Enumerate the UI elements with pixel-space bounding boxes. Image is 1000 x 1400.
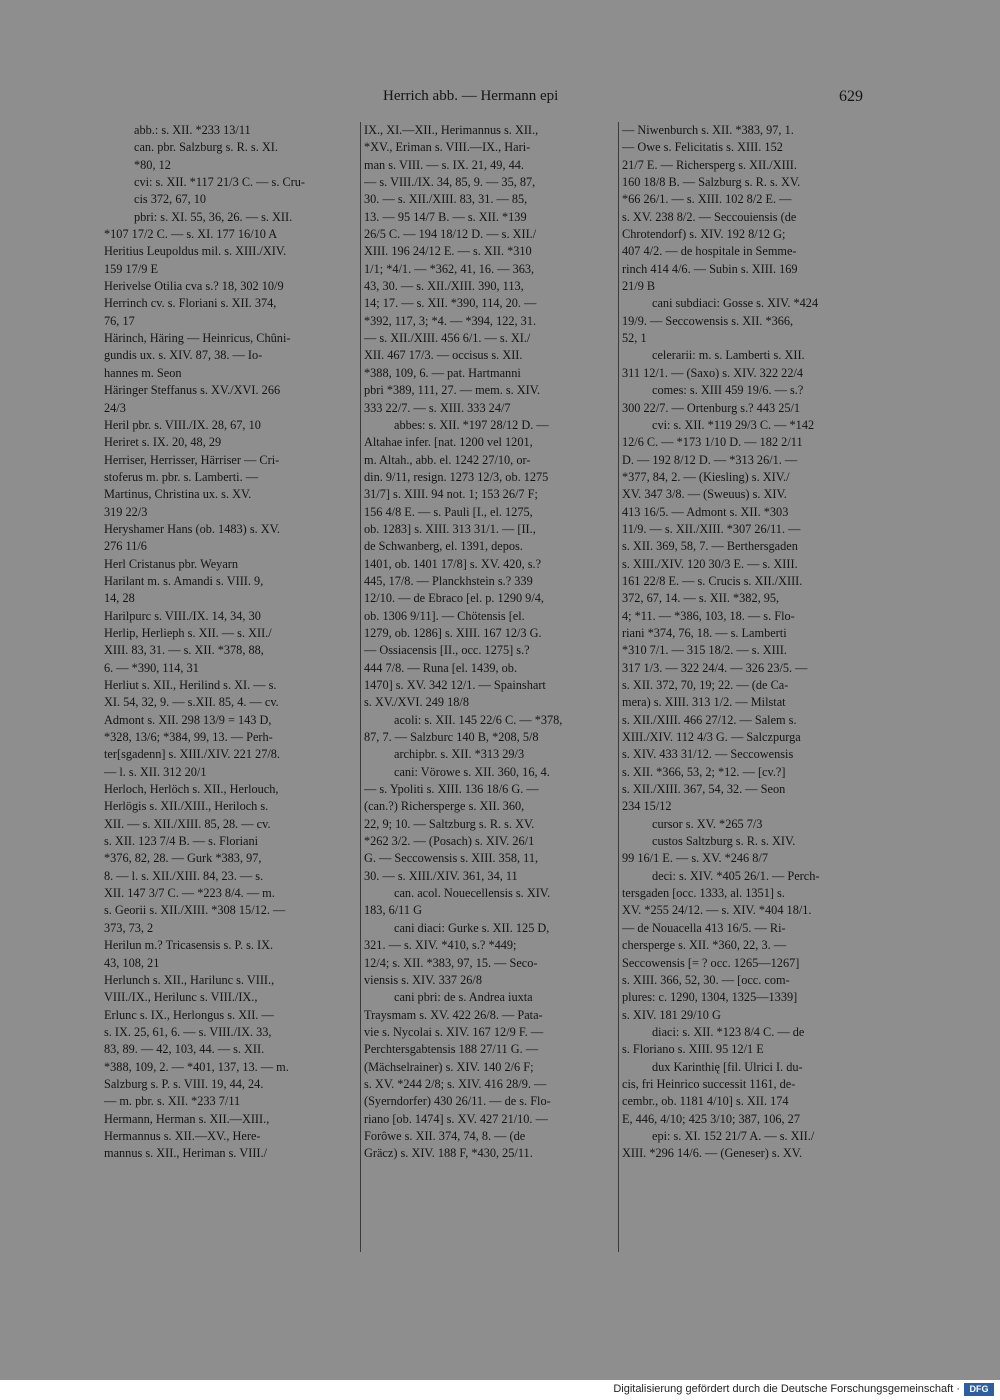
index-line: 14, 28 [104, 591, 135, 606]
index-line: XIII./XIV. 112 4/3 G. — Salczpurga [622, 730, 801, 745]
index-line: Herlunch s. XII., Harilunc s. VIII., [104, 972, 275, 987]
page-number: 629 [839, 88, 863, 105]
index-line: cani pbri: de s. Andrea iuxta [394, 990, 533, 1005]
index-line: man s. VIII. — s. IX. 21, 49, 44. [364, 157, 524, 172]
index-line: stoferus m. pbr. s. Lamberti. — [104, 469, 259, 484]
index-line: 13. — 95 14/7 B. — s. XII. *139 [364, 209, 527, 224]
index-line: 1401, ob. 1401 17/8] s. XV. 420, s.? [364, 556, 542, 571]
index-line: s. XII. *366, 53, 2; *12. — [cv.?] [622, 764, 786, 779]
index-line: 156 4/8 E. — s. Pauli [I., el. 1275, [364, 504, 533, 519]
index-line: XII. 147 3/7 C. — *223 8/4. — m. [104, 886, 275, 901]
index-line: 160 18/8 B. — Salzburg s. R. s. XV. [622, 175, 801, 190]
index-line: 83, 89. — 42, 103, 44. — s. XII. [104, 1042, 265, 1057]
index-line: s. XIII./XIV. 120 30/3 E. — s. XIII. [622, 556, 798, 571]
index-line: deci: s. XIV. *405 26/1. — Perch- [652, 868, 820, 883]
index-line: viensis s. XIV. 337 26/8 [364, 972, 482, 987]
index-line: 12/4; s. XII. *383, 97, 15. — Seco- [364, 955, 538, 970]
index-line: XII. — s. XII./XIII. 85, 28. — cv. [104, 816, 271, 831]
index-line: 321. — s. XIV. *410, s.? *449; [364, 938, 517, 953]
index-line: *328, 13/6; *384, 99, 13. — Perh- [104, 730, 273, 745]
index-line: *388, 109, 2. — *401, 137, 13. — m. [104, 1059, 289, 1074]
dfg-logo: DFG [964, 1383, 994, 1396]
index-line: comes: s. XIII 459 19/6. — s.? [652, 383, 804, 398]
index-line: s. XV. 238 8/2. — Seccouiensis (de [622, 209, 797, 224]
index-line: Traysmam s. XV. 422 26/8. — Pata- [364, 1007, 543, 1022]
index-line: Hermannus s. XII.—XV., Here- [104, 1128, 261, 1143]
index-line: Herl Cristanus pbr. Weyarn [104, 556, 239, 571]
index-line: Harilpurc s. VIII./IX. 14, 34, 30 [104, 608, 261, 623]
index-line: *XV., Eriman s. VIII.—IX., Hari- [364, 140, 531, 155]
index-line: 76, 17 [104, 313, 135, 328]
index-line: Herloch, Herlöch s. XII., Herlouch, [104, 782, 279, 797]
index-line: (Syerndorfer) 430 26/11. — de s. Flo- [364, 1094, 551, 1109]
index-line: — s. Ypoliti s. XIII. 136 18/6 G. — [364, 782, 539, 797]
index-line: XV. 347 3/8. — (Sweuus) s. XIV. [622, 487, 787, 502]
index-line: s. XIII. 366, 52, 30. — [occ. com- [622, 972, 790, 987]
index-line: s. XII./XIII. 466 27/12. — Salem s. [622, 712, 797, 727]
index-line: (can.?) Richersperge s. XII. 360, [364, 799, 525, 814]
index-line: cvi: s. XII. *117 21/3 C. — s. Cru- [134, 175, 306, 190]
index-line: s. XIV. 181 29/10 G [622, 1007, 721, 1022]
index-line: cani diaci: Gurke s. XII. 125 D, [394, 920, 550, 935]
index-line: mannus s. XII., Heriman s. VIII./ [104, 1146, 268, 1161]
index-line: Forôwe s. XII. 374, 74, 8. — (de [364, 1128, 526, 1143]
index-line: *310 7/1. — 315 18/2. — s. XIII. [622, 643, 787, 658]
index-line: 31/7] s. XIII. 94 not. 1; 153 26/7 F; [364, 487, 538, 502]
index-line: 30. — s. XIII./XIV. 361, 34, 11 [364, 868, 518, 883]
index-line: Salzburg s. P. s. VIII. 19, 44, 24. [104, 1076, 264, 1091]
index-line: Admont s. XII. 298 13/9 = 143 D, [104, 712, 272, 727]
index-line: *388, 109, 6. — pat. Hartmanni [364, 365, 521, 380]
index-line: chersperge s. XII. *360, 22, 3. — [622, 938, 787, 953]
index-line: Herlip, Herlieph s. XII. — s. XII./ [104, 625, 272, 640]
index-line: XIII. *296 14/6. — (Geneser) s. XV. [622, 1146, 803, 1161]
index-line: diaci: s. XII. *123 8/4 C. — de [652, 1024, 805, 1039]
index-line: s. Georii s. XII./XIII. *308 15/12. — [104, 903, 286, 918]
index-line: Herilun m.? Tricasensis s. P. s. IX. [104, 938, 274, 953]
index-line: *377, 84, 2. — (Kiesling) s. XIV./ [622, 469, 790, 484]
index-line: dux Karinthię [fil. Ulrici I. du- [652, 1059, 803, 1074]
index-line: Chrotendorf) s. XIV. 192 8/12 G; [622, 227, 786, 242]
index-line: s. XII. 372, 70, 19; 22. — (de Ca- [622, 678, 789, 692]
index-line: cembr., ob. 1181 4/10] s. XII. 174 [622, 1094, 789, 1109]
index-line: — l. s. XII. 312 20/1 [104, 764, 207, 779]
index-line: mera) s. XIII. 313 1/2. — Milstat [622, 695, 786, 710]
index-line: 22, 9; 10. — Saltzburg s. R. s. XV. [364, 816, 535, 831]
index-line: archipbr. s. XII. *313 29/3 [394, 747, 525, 762]
index-line: Herlögis s. XII./XIII., Heriloch s. [104, 799, 269, 814]
index-line: E, 446, 4/10; 425 3/10; 387, 106, 27 [622, 1111, 800, 1126]
index-line: *80, 12 [134, 157, 171, 172]
index-line: 161 22/8 E. — s. Crucis s. XII./XIII. [622, 573, 803, 588]
index-line: Heryshamer Hans (ob. 1483) s. XV. [104, 521, 280, 536]
index-line: Seccowensis [= ? occ. 1265—1267] [622, 955, 800, 970]
index-line: XV. *255 24/12. — s. XIV. *404 18/1. [622, 903, 812, 918]
index-column-middle [364, 122, 618, 1252]
index-line: D. — 192 8/12 D. — *313 26/1. — [622, 452, 798, 467]
index-line: 99 16/1 E. — s. XV. *246 8/7 [622, 851, 768, 866]
index-line: s. IX. 25, 61, 6. — s. VIII./IX. 33, [104, 1024, 272, 1039]
index-line: 333 22/7. — s. XIII. 333 24/7 [364, 400, 511, 415]
index-line: Perchtersgabtensis 188 27/11 G. — [364, 1042, 539, 1057]
index-column-right [622, 122, 864, 1252]
index-line: 1470] s. XV. 342 12/1. — Spainshart [364, 678, 546, 692]
index-line: 43, 30. — s. XII./XIII. 390, 113, [364, 279, 524, 294]
index-line: riano [ob. 1474] s. XV. 427 21/10. — [364, 1111, 548, 1126]
index-line: *376, 82, 28. — Gurk *383, 97, [104, 851, 262, 866]
index-line: 300 22/7. — Ortenburg s.? 443 25/1 [622, 400, 801, 415]
index-line: 1/1; *4/1. — *362, 41, 16. — 363, [364, 261, 535, 276]
index-line: 21/9 B [622, 279, 656, 294]
index-line: *66 26/1. — s. XIII. 102 8/2 E. — [622, 192, 792, 207]
index-line: s. XIV. 433 31/12. — Seccowensis [622, 747, 794, 762]
index-line: s. Floriano s. XIII. 95 12/1 E [622, 1042, 764, 1057]
index-line: 159 17/9 E [104, 261, 158, 276]
index-line: Martinus, Christina ux. s. XV. [104, 487, 252, 502]
index-line: s. XII. 369, 58, 7. — Berthersgaden [622, 539, 798, 554]
index-line: XIII. 196 24/12 E. — s. XII. *310 [364, 244, 532, 259]
index-line: 87, 7. — Salzburc 140 B, *208, 5/8 [364, 730, 539, 745]
index-line: — Owe s. Felicitatis s. XIII. 152 [622, 140, 783, 155]
index-line: — de Nouacella 413 16/5. — Ri- [622, 920, 786, 935]
index-line: 444 7/8. — Runa [el. 1439, ob. [364, 660, 518, 675]
index-line: 43, 108, 21 [104, 955, 160, 970]
index-line: 11/9. — s. XII./XIII. *307 26/11. — [622, 521, 801, 536]
index-line: (Mächselrainer) s. XIV. 140 2/6 F; [364, 1059, 534, 1074]
index-line: Hermann, Herman s. XII.—XIII., [104, 1111, 270, 1126]
index-line: IX., XI.—XII., Herimannus s. XII., [364, 123, 539, 137]
index-line: 6. — *390, 114, 31 [104, 660, 199, 675]
index-line: custos Saltzburg s. R. s. XIV. [652, 834, 796, 849]
index-line: Herliut s. XII., Herilind s. XI. — s. [104, 678, 277, 692]
index-line: — s. VIII./IX. 34, 85, 9. — 35, 87, [364, 175, 536, 190]
index-line: s. XV. *244 2/8; s. XIV. 416 28/9. — [364, 1076, 547, 1091]
index-line: Harilant m. s. Amandi s. VIII. 9, [104, 573, 264, 588]
index-line: acoli: s. XII. 145 22/6 C. — *378, [394, 712, 563, 727]
index-line: s. XII. 123 7/4 B. — s. Floriani [104, 834, 259, 849]
index-line: Härinch, Häring — Heinricus, Chûni- [104, 331, 291, 346]
index-line: Altahae infer. [nat. 1200 vel 1201, [364, 435, 533, 450]
index-line: *392, 117, 3; *4. — *394, 122, 31. [364, 313, 537, 328]
index-line: — m. pbr. s. XII. *233 7/11 [104, 1094, 241, 1109]
index-line: 372, 67, 14. — s. XII. *382, 95, [622, 591, 780, 606]
index-line: 319 22/3 [104, 504, 148, 519]
index-line: celerarii: m. s. Lamberti s. XII. [652, 348, 805, 363]
funding-notice: Digitalisierung gefördert durch die Deutsche Forschungsgemeinschaft · [613, 1383, 960, 1395]
index-line: 26/5 C. — 194 18/12 D. — s. XII./ [364, 227, 537, 242]
index-line: 19/9. — Seccowensis s. XII. *366, [622, 313, 794, 328]
index-line: 4; *11. — *386, 103, 18. — s. Flo- [622, 608, 795, 623]
index-line: 30. — s. XII./XIII. 83, 31. — 85, [364, 192, 528, 207]
index-line: abb.: s. XII. *233 13/11 [134, 123, 251, 137]
index-line: Heritius Leupoldus mil. s. XIII./XIV. [104, 244, 287, 259]
index-line: XII. 467 17/3. — occisus s. XII. [364, 348, 523, 363]
index-line: Gräcz) s. XIV. 188 F, *430, 25/11. [364, 1146, 533, 1161]
index-line: cis 372, 67, 10 [134, 192, 207, 207]
index-line: 14; 17. — s. XII. *390, 114, 20. — [364, 296, 537, 311]
running-title: Herrich abb. — Hermann epi [383, 88, 559, 104]
index-line: de Schwanberg, el. 1391, depos. [364, 539, 523, 554]
index-line: cis, fri Heinrico successit 1161, de- [622, 1076, 796, 1091]
index-line: *107 17/2 C. — s. XI. 177 16/10 A [104, 227, 278, 242]
index-line: plures: c. 1290, 1304, 1325—1339] [622, 990, 798, 1005]
index-line: can. pbr. Salzburg s. R. s. XI. [134, 140, 278, 155]
index-line: cani: Vörowe s. XII. 360, 16, 4. [394, 764, 550, 779]
index-line: pbri: s. XI. 55, 36, 26. — s. XII. [134, 209, 293, 224]
index-line: cvi: s. XII. *119 29/3 C. — *142 [652, 417, 815, 432]
index-line: vie s. Nycolai s. XIV. 167 12/9 F. — [364, 1024, 544, 1039]
index-line: abbes: s. XII. *197 28/12 D. — [394, 417, 549, 432]
index-line: rinch 414 4/6. — Subin s. XIII. 169 [622, 261, 798, 276]
index-line: 311 12/1. — (Saxo) s. XIV. 322 22/4 [622, 365, 804, 380]
index-line: VIII./IX., Herilunc s. VIII./IX., [104, 990, 258, 1005]
index-line: Heriret s. IX. 20, 48, 29 [104, 435, 222, 450]
running-header [383, 88, 863, 110]
index-line: Erlunc s. IX., Herlongus s. XII. — [104, 1007, 274, 1022]
index-line: *262 3/2. — (Posach) s. XIV. 26/1 [364, 834, 535, 849]
index-line: gundis ux. s. XIV. 87, 38. — Io- [104, 348, 263, 363]
index-line: 1279, ob. 1286] s. XIII. 167 12/3 G. [364, 625, 542, 640]
footer-bar [0, 1380, 1000, 1400]
index-line: can. acol. Nouecellensis s. XIV. [394, 886, 551, 901]
index-line: Heril pbr. s. VIII./IX. 28, 67, 10 [104, 417, 261, 432]
index-column-left [104, 122, 356, 1252]
index-line: pbri *389, 111, 27. — mem. s. XIV. [364, 383, 541, 398]
index-line: cani subdiaci: Gosse s. XIV. *424 [652, 296, 819, 311]
index-line: Herrinch cv. s. Floriani s. XII. 374, [104, 296, 277, 311]
index-line: s. XII./XIII. 367, 54, 32. — Seon [622, 782, 786, 797]
index-line: — Niwenburch s. XII. *383, 97, 1. [622, 123, 794, 137]
index-line: cursor s. XV. *265 7/3 [652, 816, 763, 831]
index-line: 183, 6/11 G [364, 903, 422, 918]
index-line: Herriser, Herrisser, Härriser — Cri- [104, 452, 280, 467]
index-line: ter[sgadenn] s. XIII./XIV. 221 27/8. [104, 747, 280, 762]
index-line: — Ossiacensis [II., occ. 1275] s.? [364, 643, 530, 658]
index-line: 52, 1 [622, 331, 647, 346]
index-line: 407 4/2. — de hospitale in Semme- [622, 244, 797, 259]
index-line: 21/7 E. — Richersperg s. XII./XIII. [622, 157, 797, 172]
index-line: 12/10. — de Ebraco [el. p. 1290 9/4, [364, 591, 544, 606]
index-line: 24/3 [104, 400, 126, 415]
index-line: 413 16/5. — Admont s. XII. *303 [622, 504, 789, 519]
index-line: 445, 17/8. — Planckhstein s.? 339 [364, 573, 533, 588]
index-line: s. XV./XVI. 249 18/8 [364, 695, 469, 710]
index-line: 276 11/6 [104, 539, 147, 554]
index-line: ob. 1306 9/11]. — Chötensis [el. [364, 608, 525, 623]
index-line: ob. 1283] s. XIII. 313 31/1. — [II., [364, 521, 536, 536]
index-line: 317 1/3. — 322 24/4. — 326 23/5. — [622, 660, 808, 675]
index-line: epi: s. XI. 152 21/7 A. — s. XII./ [652, 1128, 815, 1143]
index-line: Häringer Steffanus s. XV./XVI. 266 [104, 383, 281, 398]
column-rule-right [618, 122, 619, 1252]
index-line: hannes m. Seon [104, 365, 182, 380]
index-line: 8. — l. s. XII./XIII. 84, 23. — s. [104, 868, 264, 883]
index-line: XIII. 83, 31. — s. XII. *378, 88, [104, 643, 264, 658]
column-rule-left [360, 122, 361, 1252]
index-line: G. — Seccowensis s. XIII. 358, 11, [364, 851, 539, 866]
index-line: 234 15/12 [622, 799, 672, 814]
index-line: XI. 54, 32, 9. — s.XII. 85, 4. — cv. [104, 695, 279, 710]
index-line: Herivelse Otilia cva s.? 18, 302 10/9 [104, 279, 284, 294]
index-line: m. Altah., abb. el. 1242 27/10, or- [364, 452, 531, 467]
index-line: din. 9/11, resign. 1273 12/3, ob. 1275 [364, 469, 549, 484]
index-line: riani *374, 76, 18. — s. Lamberti [622, 625, 787, 640]
index-line: 373, 73, 2 [104, 920, 154, 935]
index-line: tersgaden [occ. 1333, al. 1351] s. [622, 886, 785, 901]
index-line: — s. XII./XIII. 456 6/1. — s. XI./ [364, 331, 531, 346]
index-line: 12/6 C. — *173 1/10 D. — 182 2/11 [622, 435, 803, 450]
